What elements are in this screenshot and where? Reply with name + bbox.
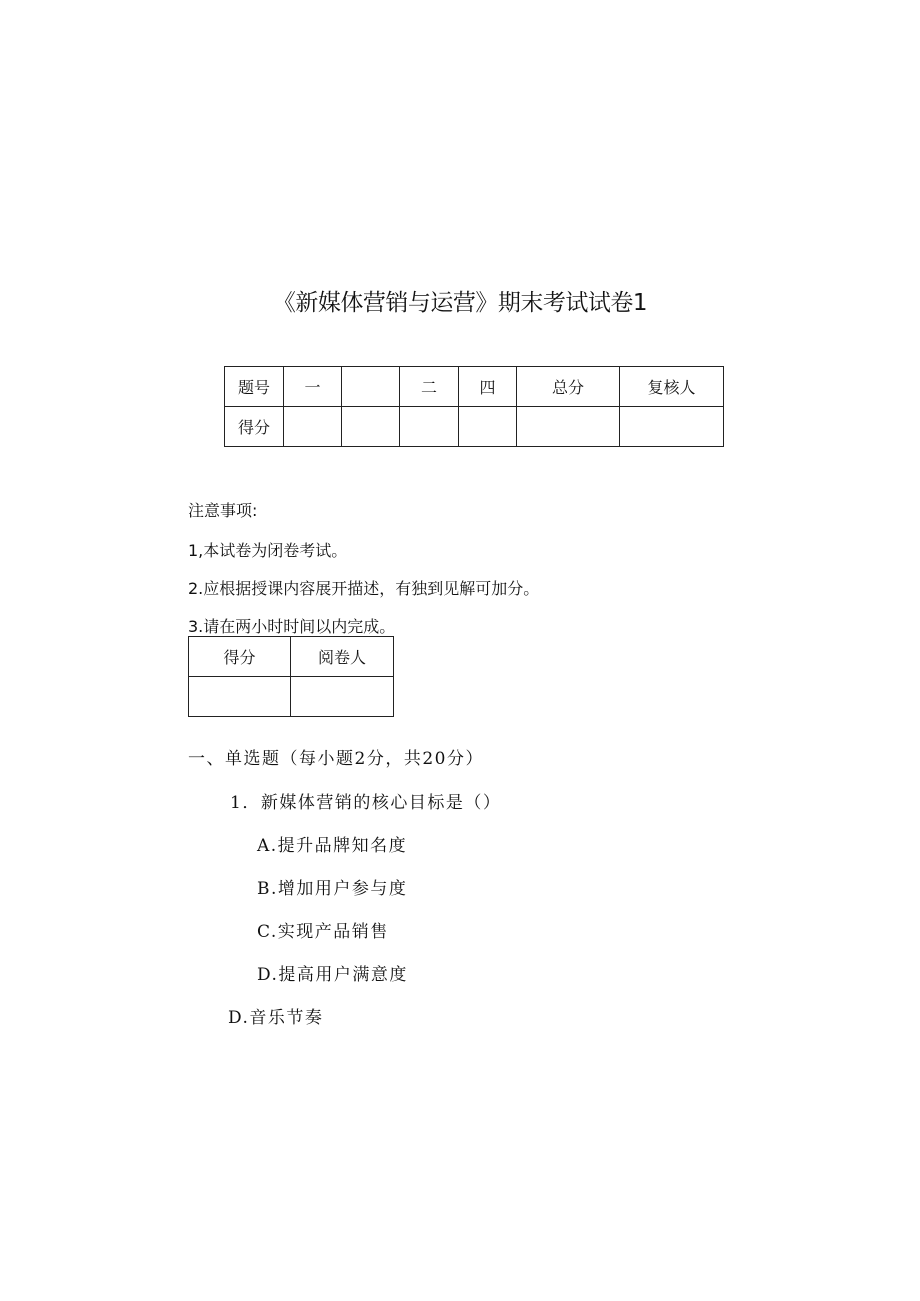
score-table-header-cell: 一 — [284, 367, 342, 407]
question-stem: 1．新媒体营销的核心目标是（） — [230, 793, 502, 813]
reviewer-table-entry-row — [189, 677, 394, 717]
question-option: B.增加用户参与度 — [257, 879, 408, 899]
notes-item: 1,本试卷为闭卷考试。 — [188, 541, 348, 560]
score-cell[interactable] — [342, 407, 400, 447]
reviewer-score-cell[interactable] — [189, 677, 291, 717]
score-table-header-cell: 四 — [459, 367, 517, 407]
notes-heading: 注意事项: — [188, 501, 258, 520]
score-table-header-cell: 复核人 — [620, 367, 724, 407]
reviewer-table — [188, 636, 394, 717]
score-table-header-cell: 题号 — [225, 367, 284, 407]
score-table-row-label: 得分 — [225, 407, 284, 447]
score-table-header-cell: 总分 — [517, 367, 620, 407]
score-table-score-row — [225, 407, 724, 447]
notes-item: 3.请在两小时时间以内完成。 — [188, 617, 396, 636]
score-cell[interactable] — [284, 407, 342, 447]
score-table-header-cell: 二 — [400, 367, 459, 407]
reviewer-table-header-cell: 得分 — [189, 637, 291, 677]
reviewer-table-header-row — [189, 637, 394, 677]
score-cell[interactable] — [620, 407, 724, 447]
reviewer-table-header-cell: 阅卷人 — [291, 637, 394, 677]
reviewer-name-cell[interactable] — [291, 677, 394, 717]
question-option: C.实现产品销售 — [257, 922, 389, 942]
score-table-header-row — [225, 367, 724, 407]
notes-item: 2.应根据授课内容展开描述，有独到见解可加分。 — [188, 579, 540, 598]
question-option: D.提高用户满意度 — [257, 965, 408, 985]
section-heading: 一、单选题（每小题2分，共20分） — [188, 749, 484, 769]
score-cell[interactable] — [459, 407, 517, 447]
score-table — [224, 366, 724, 447]
score-cell[interactable] — [400, 407, 459, 447]
score-cell[interactable] — [517, 407, 620, 447]
page-title: 《新媒体营销与运营》期末考试试卷1 — [272, 290, 648, 316]
score-table-header-cell — [342, 367, 400, 407]
stray-option: D.音乐节奏 — [228, 1008, 324, 1028]
question-option: A.提升品牌知名度 — [257, 836, 408, 856]
